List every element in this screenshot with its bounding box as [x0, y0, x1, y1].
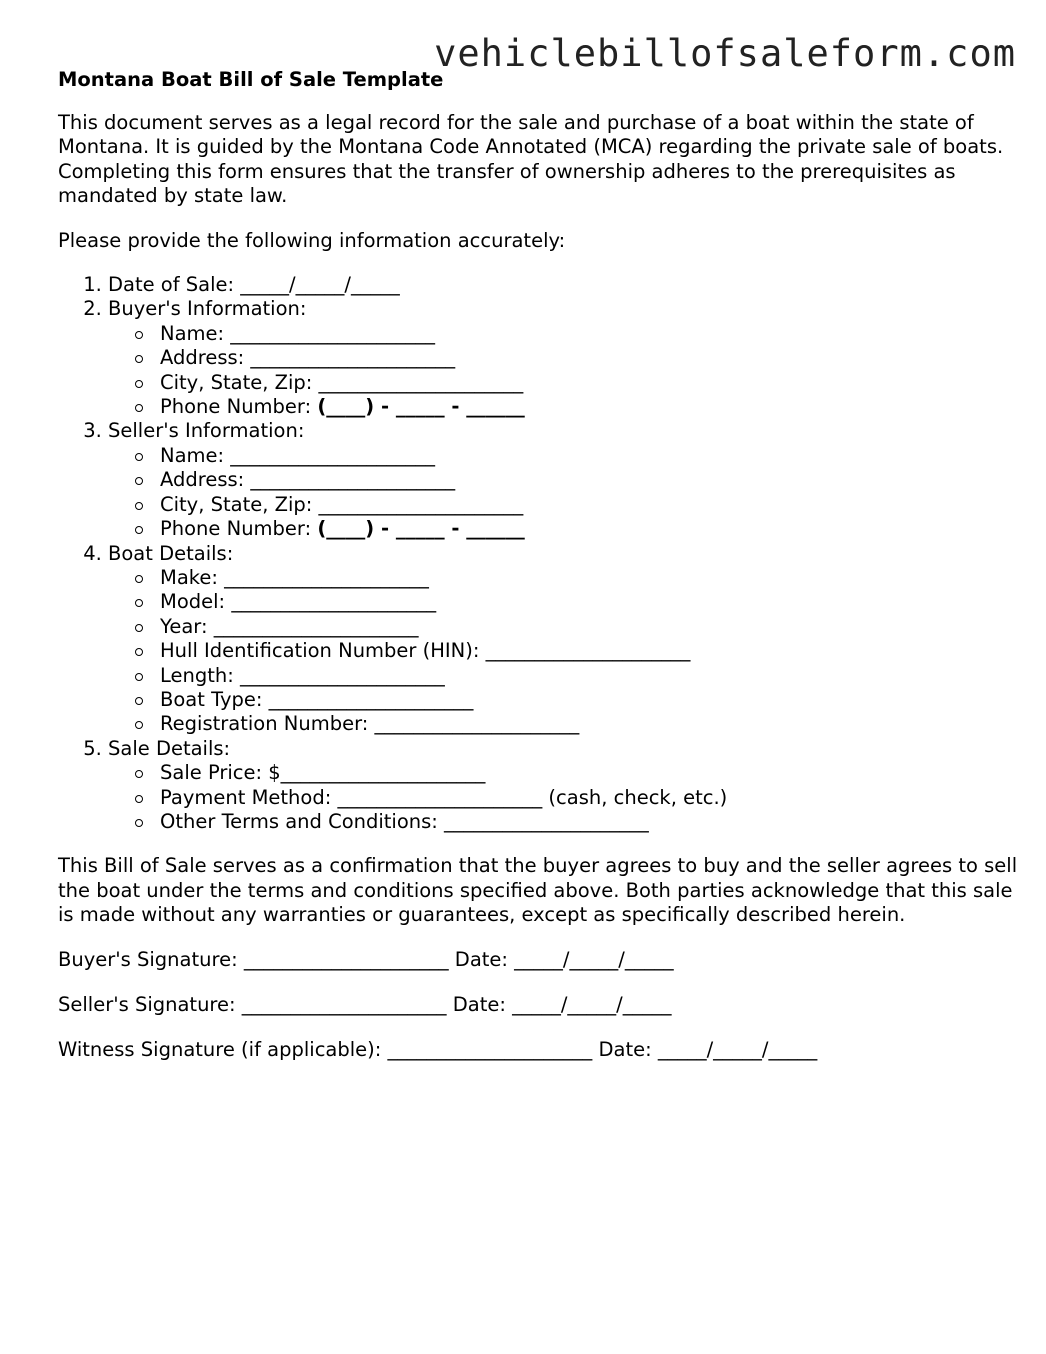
sale-heading: Sale Details:: [108, 736, 231, 760]
buyer-fields: [108, 322, 1018, 420]
boat-registration-field[interactable]: Registration Number: _____________________: [160, 712, 1018, 736]
instruction-text: Please provide the following information accurately:: [58, 228, 566, 252]
buyer-phone-label: Phone Number:: [160, 395, 318, 419]
boat-type-field[interactable]: Boat Type: _____________________: [160, 688, 1018, 712]
witness-signature-line[interactable]: Witness Signature (if applicable): _____________________ Date: _____/_____/_____: [58, 1038, 818, 1062]
seller-name-field[interactable]: Name: _____________________: [160, 444, 1018, 468]
seller-heading: Seller's Information:: [108, 419, 305, 443]
buyer-name-field[interactable]: Name: _____________________: [160, 322, 1018, 346]
sale-fields: [108, 761, 1018, 834]
seller-city-field[interactable]: City, State, Zip: _____________________: [160, 493, 1018, 517]
seller-phone-blank[interactable]: (____) - _____ - ______: [317, 517, 525, 541]
seller-signature-line[interactable]: Seller's Signature: _____________________ Date: _____/_____/_____: [58, 993, 672, 1016]
seller-fields: [108, 444, 1018, 542]
confirmation-paragraph: This Bill of Sale serves as a confirmation that the buyer agrees to buy and the seller agrees to sell the boat under the terms and conditions specified above. Both parties acknowledge that this sale is made without any warranties or guarantees, except as specifically described herein.: [58, 854, 1018, 927]
boat-make-field[interactable]: Make: _____________________: [160, 566, 1018, 590]
boat-model-field[interactable]: Model: _____________________: [160, 590, 1018, 614]
boat-hin-field[interactable]: Hull Identification Number (HIN): _____________________: [160, 639, 1018, 663]
seller-address-field[interactable]: Address: _____________________: [160, 468, 1018, 492]
buyer-heading: Buyer's Information:: [108, 297, 307, 321]
sale-price-field[interactable]: Sale Price: $_____________________: [160, 761, 1018, 785]
buyer-section: [108, 297, 1018, 419]
buyer-phone-item[interactable]: [160, 395, 1018, 419]
boat-section: [108, 542, 1018, 737]
date-of-sale-item: [108, 273, 1018, 297]
document-body: [58, 66, 1018, 1084]
seller-phone-label: Phone Number:: [160, 517, 318, 541]
other-terms-field[interactable]: Other Terms and Conditions: _____________________: [160, 810, 1018, 834]
date-of-sale-field[interactable]: Date of Sale: _____/_____/_____: [108, 273, 400, 297]
buyer-signature-line[interactable]: Buyer's Signature: _____________________ Date: _____/_____/_____: [58, 947, 674, 971]
buyer-phone-blank[interactable]: (____) - _____ - ______: [317, 395, 525, 419]
intro-paragraph: This document serves as a legal record for the sale and purchase of a boat within the state of Montana. It is guided by the Montana Code Annotated (MCA) regarding the private sale of boats. Completing this form ensures that the transfer of ownership adheres to the prerequisites as mandated by state law.: [58, 111, 1004, 208]
buyer-address-field[interactable]: Address: _____________________: [160, 346, 1018, 370]
payment-method-field[interactable]: Payment Method: _____________________ (cash, check, etc.): [160, 786, 1018, 810]
site-watermark: vehiclebillofsaleform.com: [434, 32, 1016, 75]
boat-length-field[interactable]: Length: _____________________: [160, 664, 1018, 688]
sale-section: [108, 737, 1018, 835]
document-title: Montana Boat Bill of Sale Template: [58, 68, 444, 91]
seller-phone-item[interactable]: [160, 517, 1018, 541]
seller-section: [108, 419, 1018, 541]
boat-heading: Boat Details:: [108, 541, 234, 565]
boat-fields: [108, 566, 1018, 737]
boat-year-field[interactable]: Year: _____________________: [160, 615, 1018, 639]
buyer-city-field[interactable]: City, State, Zip: _____________________: [160, 371, 1018, 395]
form-sections-list: [58, 273, 1018, 834]
